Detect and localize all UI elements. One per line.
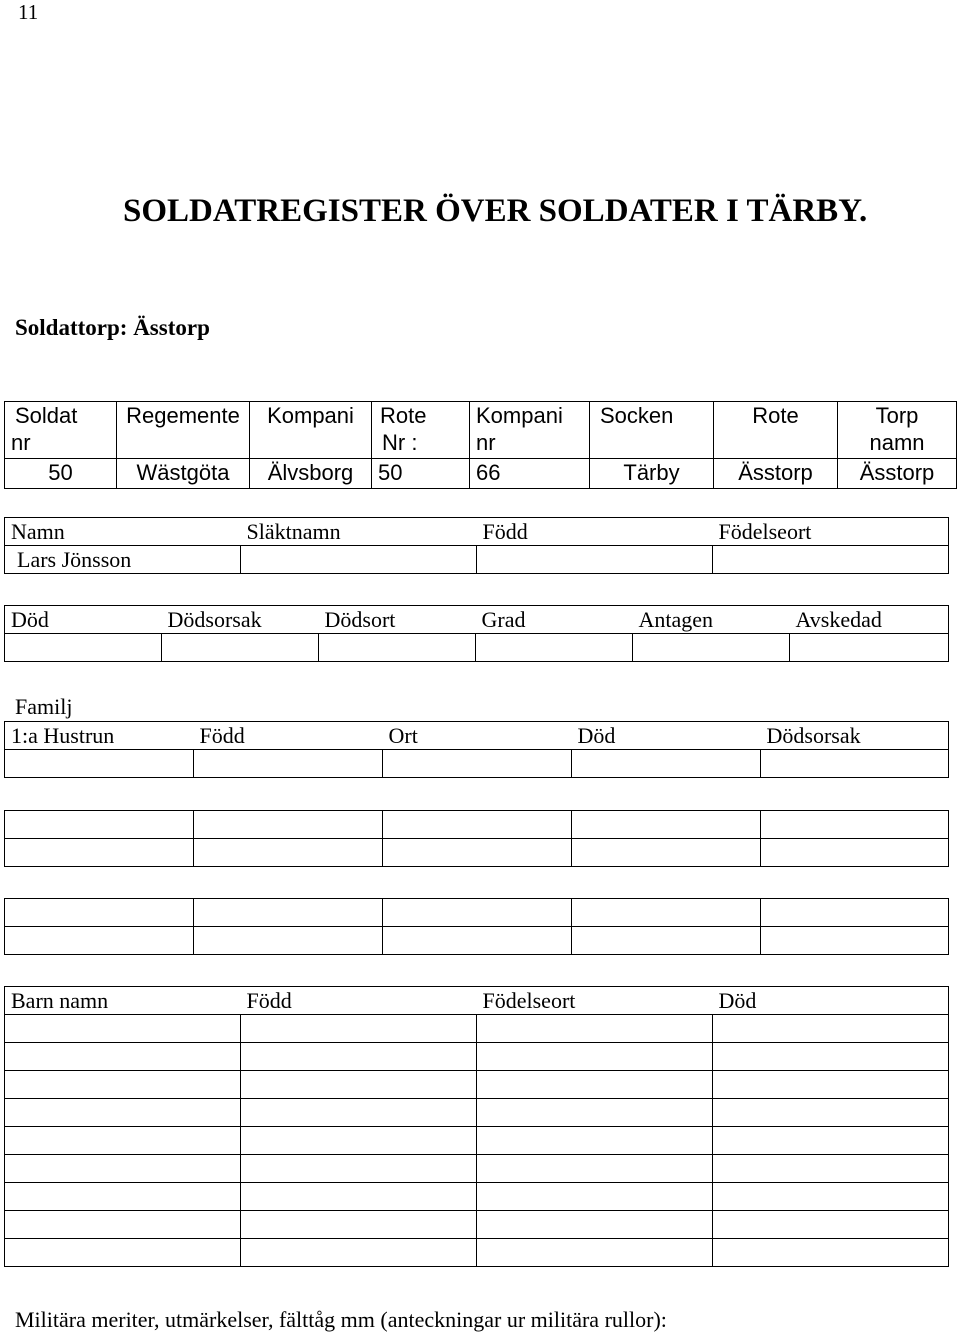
family-blank-row bbox=[5, 899, 949, 927]
header-cell-socken: Socken bbox=[590, 402, 714, 459]
page-title: SOLDATREGISTER ÖVER SOLDATER I TÄRBY. bbox=[123, 193, 868, 229]
header-antagen: Antagen bbox=[633, 606, 790, 634]
children-row bbox=[5, 1127, 949, 1155]
value-cell bbox=[713, 1127, 949, 1155]
header-fodelseort: Födelseort bbox=[477, 987, 713, 1015]
value-cell bbox=[5, 750, 194, 778]
children-row bbox=[5, 1211, 949, 1239]
value-cell bbox=[383, 927, 572, 955]
value-cell bbox=[241, 1099, 477, 1127]
header-dod: Död bbox=[713, 987, 949, 1015]
value-cell bbox=[790, 634, 949, 662]
death-header-row bbox=[5, 606, 949, 634]
value-cell bbox=[761, 811, 949, 839]
value-cell bbox=[241, 1155, 477, 1183]
value-cell bbox=[572, 750, 761, 778]
value-fodelseort bbox=[713, 546, 949, 574]
children-row bbox=[5, 1155, 949, 1183]
header-namn: Namn bbox=[5, 518, 241, 546]
header-hustrun: 1:a Hustrun bbox=[5, 722, 194, 750]
children-row bbox=[5, 1015, 949, 1043]
value-cell bbox=[713, 1183, 949, 1211]
value-cell bbox=[713, 1015, 949, 1043]
value-cell bbox=[477, 1099, 713, 1127]
value-cell bbox=[5, 1155, 241, 1183]
header-avskedad: Avskedad bbox=[790, 606, 949, 634]
family-table-2 bbox=[4, 810, 949, 867]
header-cell-regemente: Regemente bbox=[117, 402, 250, 459]
family-blank-row bbox=[5, 839, 949, 867]
value-cell bbox=[713, 1211, 949, 1239]
value-cell bbox=[572, 839, 761, 867]
value-cell bbox=[5, 839, 194, 867]
soldier-info-value-row bbox=[5, 459, 957, 489]
header-slaktnamn: Släktnamn bbox=[241, 518, 477, 546]
value-cell bbox=[5, 927, 194, 955]
value-rote-nr: 50 bbox=[372, 459, 470, 489]
header-dodsort: Dödsort bbox=[319, 606, 476, 634]
value-cell bbox=[241, 1183, 477, 1211]
value-cell bbox=[5, 1127, 241, 1155]
value-cell bbox=[194, 899, 383, 927]
value-cell bbox=[476, 634, 633, 662]
header-ort: Ort bbox=[383, 722, 572, 750]
value-cell bbox=[477, 1127, 713, 1155]
value-fodd bbox=[477, 546, 713, 574]
family-blank-row bbox=[5, 927, 949, 955]
soldier-info-table bbox=[4, 401, 957, 489]
value-cell bbox=[713, 1043, 949, 1071]
value-cell bbox=[477, 1071, 713, 1099]
header-dod: Död bbox=[5, 606, 162, 634]
value-cell bbox=[241, 1043, 477, 1071]
value-cell bbox=[572, 811, 761, 839]
death-value-row bbox=[5, 634, 949, 662]
family-blank-row bbox=[5, 811, 949, 839]
value-cell bbox=[383, 839, 572, 867]
person-table bbox=[4, 517, 949, 574]
value-cell bbox=[241, 1239, 477, 1267]
value-cell bbox=[713, 1239, 949, 1267]
header-cell-torp-namn: Torp namn bbox=[838, 402, 957, 459]
children-row bbox=[5, 1239, 949, 1267]
subtitle: Soldattorp: Ässtorp bbox=[15, 315, 210, 340]
value-cell bbox=[713, 1099, 949, 1127]
value-cell bbox=[477, 1015, 713, 1043]
value-cell bbox=[383, 750, 572, 778]
family-table-3 bbox=[4, 898, 949, 955]
value-slaktnamn bbox=[241, 546, 477, 574]
value-cell bbox=[383, 811, 572, 839]
header-cell-rote-nr: Rote Nr : bbox=[372, 402, 470, 459]
value-cell bbox=[477, 1043, 713, 1071]
value-cell bbox=[761, 750, 949, 778]
value-cell bbox=[5, 811, 194, 839]
header-cell-soldat-nr: Soldat nr bbox=[5, 402, 117, 459]
military-merits-label: Militära meriter, utmärkelser, fälttåg mm (anteckningar ur militära rullor): bbox=[15, 1307, 667, 1332]
value-cell bbox=[5, 1211, 241, 1239]
children-row bbox=[5, 1099, 949, 1127]
value-cell bbox=[5, 634, 162, 662]
value-soldat-nr: 50 bbox=[5, 459, 117, 489]
header-cell-kompani-nr: Kompani nr bbox=[470, 402, 590, 459]
value-cell bbox=[5, 1015, 241, 1043]
value-cell bbox=[713, 1155, 949, 1183]
children-row bbox=[5, 1043, 949, 1071]
header-grad: Grad bbox=[476, 606, 633, 634]
value-cell bbox=[713, 1071, 949, 1099]
value-cell bbox=[572, 899, 761, 927]
value-cell bbox=[241, 1015, 477, 1043]
children-table bbox=[4, 986, 949, 1267]
family-table-1 bbox=[4, 721, 949, 778]
value-cell bbox=[477, 1183, 713, 1211]
value-socken: Tärby bbox=[590, 459, 714, 489]
header-dod: Död bbox=[572, 722, 761, 750]
value-cell bbox=[5, 899, 194, 927]
value-cell bbox=[633, 634, 790, 662]
header-dodsorsak: Dödsorsak bbox=[761, 722, 949, 750]
value-cell bbox=[319, 634, 476, 662]
header-fodd: Född bbox=[477, 518, 713, 546]
value-kompani-nr: 66 bbox=[470, 459, 590, 489]
value-regemente: Wästgöta bbox=[117, 459, 250, 489]
value-cell bbox=[162, 634, 319, 662]
value-cell bbox=[241, 1071, 477, 1099]
value-cell bbox=[477, 1239, 713, 1267]
header-fodd: Född bbox=[194, 722, 383, 750]
value-cell bbox=[194, 927, 383, 955]
header-cell-rote: Rote bbox=[714, 402, 838, 459]
value-cell bbox=[383, 899, 572, 927]
value-cell bbox=[761, 899, 949, 927]
soldier-info-header-row bbox=[5, 402, 957, 459]
children-row bbox=[5, 1183, 949, 1211]
person-header-row bbox=[5, 518, 949, 546]
value-cell bbox=[572, 927, 761, 955]
value-cell bbox=[5, 1071, 241, 1099]
value-cell bbox=[5, 1099, 241, 1127]
header-fodelseort: Födelseort bbox=[713, 518, 949, 546]
value-cell bbox=[241, 1211, 477, 1239]
value-cell bbox=[761, 927, 949, 955]
header-fodd: Född bbox=[241, 987, 477, 1015]
value-cell bbox=[761, 839, 949, 867]
value-torp-namn: Ässtorp bbox=[838, 459, 957, 489]
header-barn-namn: Barn namn bbox=[5, 987, 241, 1015]
value-cell bbox=[5, 1183, 241, 1211]
family-label: Familj bbox=[15, 694, 73, 719]
value-cell bbox=[5, 1043, 241, 1071]
value-cell bbox=[241, 1127, 477, 1155]
family-header-row bbox=[5, 722, 949, 750]
family-value-row bbox=[5, 750, 949, 778]
value-cell bbox=[194, 750, 383, 778]
death-service-table bbox=[4, 605, 949, 662]
value-kompani: Älvsborg bbox=[250, 459, 372, 489]
header-cell-kompani: Kompani bbox=[250, 402, 372, 459]
value-cell bbox=[194, 839, 383, 867]
value-cell bbox=[5, 1239, 241, 1267]
children-row bbox=[5, 1071, 949, 1099]
value-namn: Lars Jönsson bbox=[5, 546, 241, 574]
page-number: 11 bbox=[18, 0, 39, 24]
header-dodsorsak: Dödsorsak bbox=[162, 606, 319, 634]
value-cell bbox=[477, 1211, 713, 1239]
person-value-row bbox=[5, 546, 949, 574]
value-cell bbox=[194, 811, 383, 839]
children-header-row bbox=[5, 987, 949, 1015]
value-cell bbox=[477, 1155, 713, 1183]
value-rote: Ässtorp bbox=[714, 459, 838, 489]
